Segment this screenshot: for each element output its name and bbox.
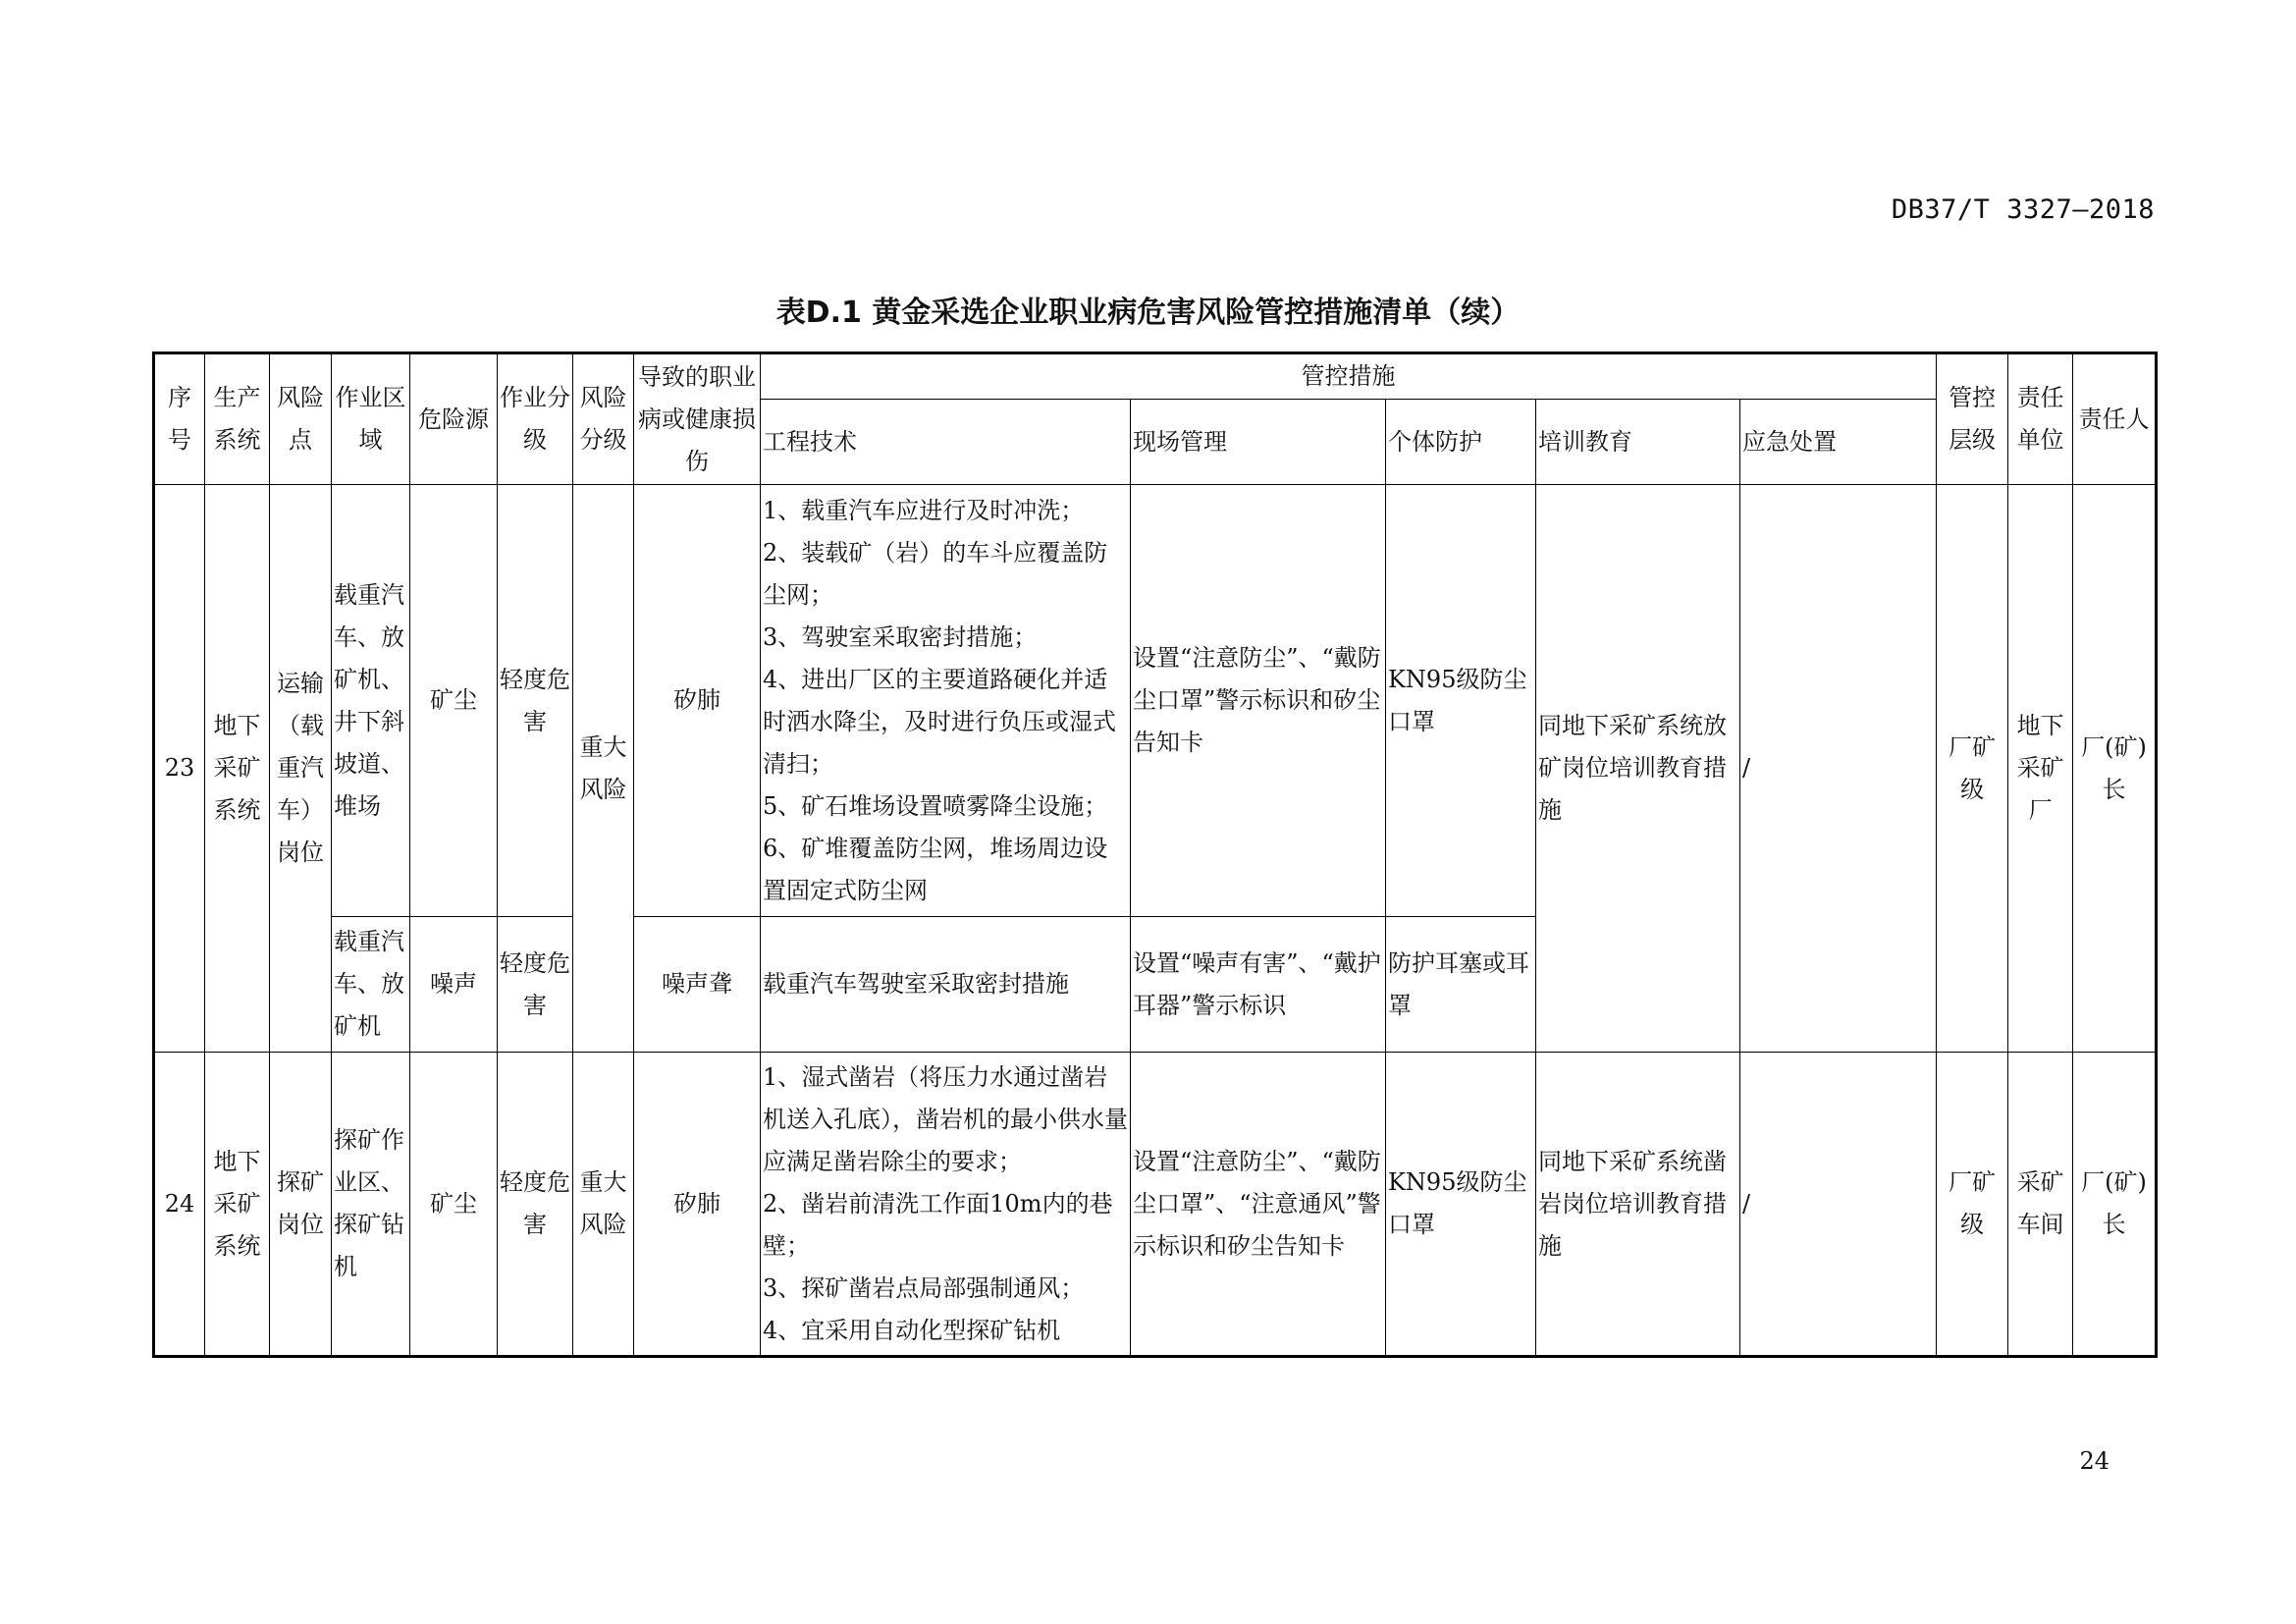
- row-disease: 矽肺: [634, 1053, 761, 1357]
- row-emergency: /: [1740, 1053, 1937, 1357]
- header-resp-person: 责任人: [2073, 353, 2157, 485]
- standard-code: DB37/T 3327—2018: [1891, 194, 2155, 225]
- engineering-line: 1、载重汽车应进行及时冲洗；: [763, 496, 1085, 524]
- row-training: 同地下采矿系统凿岩岗位培训教育措施: [1536, 1053, 1740, 1357]
- row-ppe: 防护耳塞或耳罩: [1386, 917, 1536, 1053]
- row-site-mgmt: 设置“噪声有害”、“戴护耳器”警示标识: [1131, 917, 1386, 1053]
- row-engineering: [761, 917, 1131, 1053]
- header-ppe: 个体防护: [1386, 400, 1536, 485]
- header-seq: 序号: [154, 353, 205, 485]
- engineering-line: 3、探矿凿岩点局部强制通风；: [763, 1273, 1085, 1302]
- header-hazard: 危险源: [410, 353, 498, 485]
- header-site-mgmt: 现场管理: [1131, 400, 1386, 485]
- row-resp-person: 厂(矿)长: [2073, 1053, 2157, 1357]
- header-risk-grade: 风险分级: [573, 353, 634, 485]
- header-area: 作业区域: [332, 353, 410, 485]
- engineering-line: 2、装载矿（岩）的车斗应覆盖防尘网；: [763, 538, 1108, 609]
- row-system: 地下采矿系统: [205, 1053, 270, 1357]
- engineering-line: 3、驾驶室采取密封措施；: [763, 623, 1038, 651]
- row-engineering: [761, 1053, 1131, 1357]
- row-hazard: 矿尘: [410, 485, 498, 917]
- row-risk-point: 探矿岗位: [270, 1053, 332, 1357]
- engineering-line: 载重汽车驾驶室采取密封措施: [763, 970, 1069, 998]
- table-row: [154, 485, 2157, 917]
- row-disease: 噪声聋: [634, 917, 761, 1053]
- row-engineering: [761, 485, 1131, 917]
- engineering-line: 2、凿岩前清洗工作面10m内的巷壁；: [763, 1189, 1113, 1260]
- row-training: 同地下采矿系统放矿岗位培训教育措施: [1536, 485, 1740, 1053]
- page-number: 24: [2079, 1447, 2109, 1475]
- row-disease: 矽肺: [634, 485, 761, 917]
- header-emergency: 应急处置: [1740, 400, 1937, 485]
- row-seq: 23: [154, 485, 205, 1053]
- row-control-level: 厂矿级: [1937, 485, 2008, 1053]
- row-work-grade: 轻度危害: [498, 485, 573, 917]
- engineering-line: 4、宜采用自动化型探矿钻机: [763, 1316, 1061, 1344]
- table-row: [154, 1053, 2157, 1357]
- header-risk-point: 风险点: [270, 353, 332, 485]
- engineering-line: 6、矿堆覆盖防尘网，堆场周边设置固定式防尘网: [763, 834, 1108, 904]
- engineering-line: 1、湿式凿岩（将压力水通过凿岩机送入孔底），凿岩机的最小供水量应满足凿岩除尘的要求；: [763, 1062, 1128, 1175]
- header-row-1: [154, 353, 2157, 400]
- engineering-line: 5、矿石堆场设置喷雾降尘设施；: [763, 791, 1108, 820]
- header-engineering: 工程技术: [761, 400, 1131, 485]
- header-measures: 管控措施: [761, 353, 1937, 400]
- header-resp-unit: 责任单位: [2008, 353, 2073, 485]
- header-system: 生产系统: [205, 353, 270, 485]
- row-resp-unit: 地下采矿厂: [2008, 485, 2073, 1053]
- row-area: 载重汽车、放矿机: [332, 917, 410, 1053]
- row-emergency: /: [1740, 485, 1937, 1053]
- row-resp-person: 厂(矿)长: [2073, 485, 2157, 1053]
- row-area: 载重汽车、放矿机、井下斜坡道、堆场: [332, 485, 410, 917]
- row-area: 探矿作业区、探矿钻机: [332, 1053, 410, 1357]
- row-ppe: KN95级防尘口罩: [1386, 1053, 1536, 1357]
- row-hazard: 噪声: [410, 917, 498, 1053]
- row-risk-grade: 重大风险: [573, 1053, 634, 1357]
- header-control-level: 管控层级: [1937, 353, 2008, 485]
- header-training: 培训教育: [1536, 400, 1740, 485]
- row-work-grade: 轻度危害: [498, 917, 573, 1053]
- table-title: 表D.1 黄金采选企业职业病危害风险管控措施清单（续）: [775, 296, 1521, 330]
- row-resp-unit: 采矿车间: [2008, 1053, 2073, 1357]
- row-site-mgmt: 设置“注意防尘”、“戴防尘口罩”警示标识和矽尘告知卡: [1131, 485, 1386, 917]
- engineering-line: 4、进出厂区的主要道路硬化并适时洒水降尘，及时进行负压或湿式清扫；: [763, 665, 1116, 778]
- row-hazard: 矿尘: [410, 1053, 498, 1357]
- row-site-mgmt: 设置“注意防尘”、“戴防尘口罩”、“注意通风”警示标识和矽尘告知卡: [1131, 1053, 1386, 1357]
- row-risk-point: 运输（载重汽车）岗位: [270, 485, 332, 1053]
- risk-control-table: [152, 352, 2158, 1358]
- row-work-grade: 轻度危害: [498, 1053, 573, 1357]
- row-risk-grade: 重大风险: [573, 485, 634, 1053]
- header-disease: 导致的职业病或健康损伤: [634, 353, 761, 485]
- row-system: 地下采矿系统: [205, 485, 270, 1053]
- row-seq: 24: [154, 1053, 205, 1357]
- header-work-grade: 作业分级: [498, 353, 573, 485]
- row-ppe: KN95级防尘口罩: [1386, 485, 1536, 917]
- row-control-level: 厂矿级: [1937, 1053, 2008, 1357]
